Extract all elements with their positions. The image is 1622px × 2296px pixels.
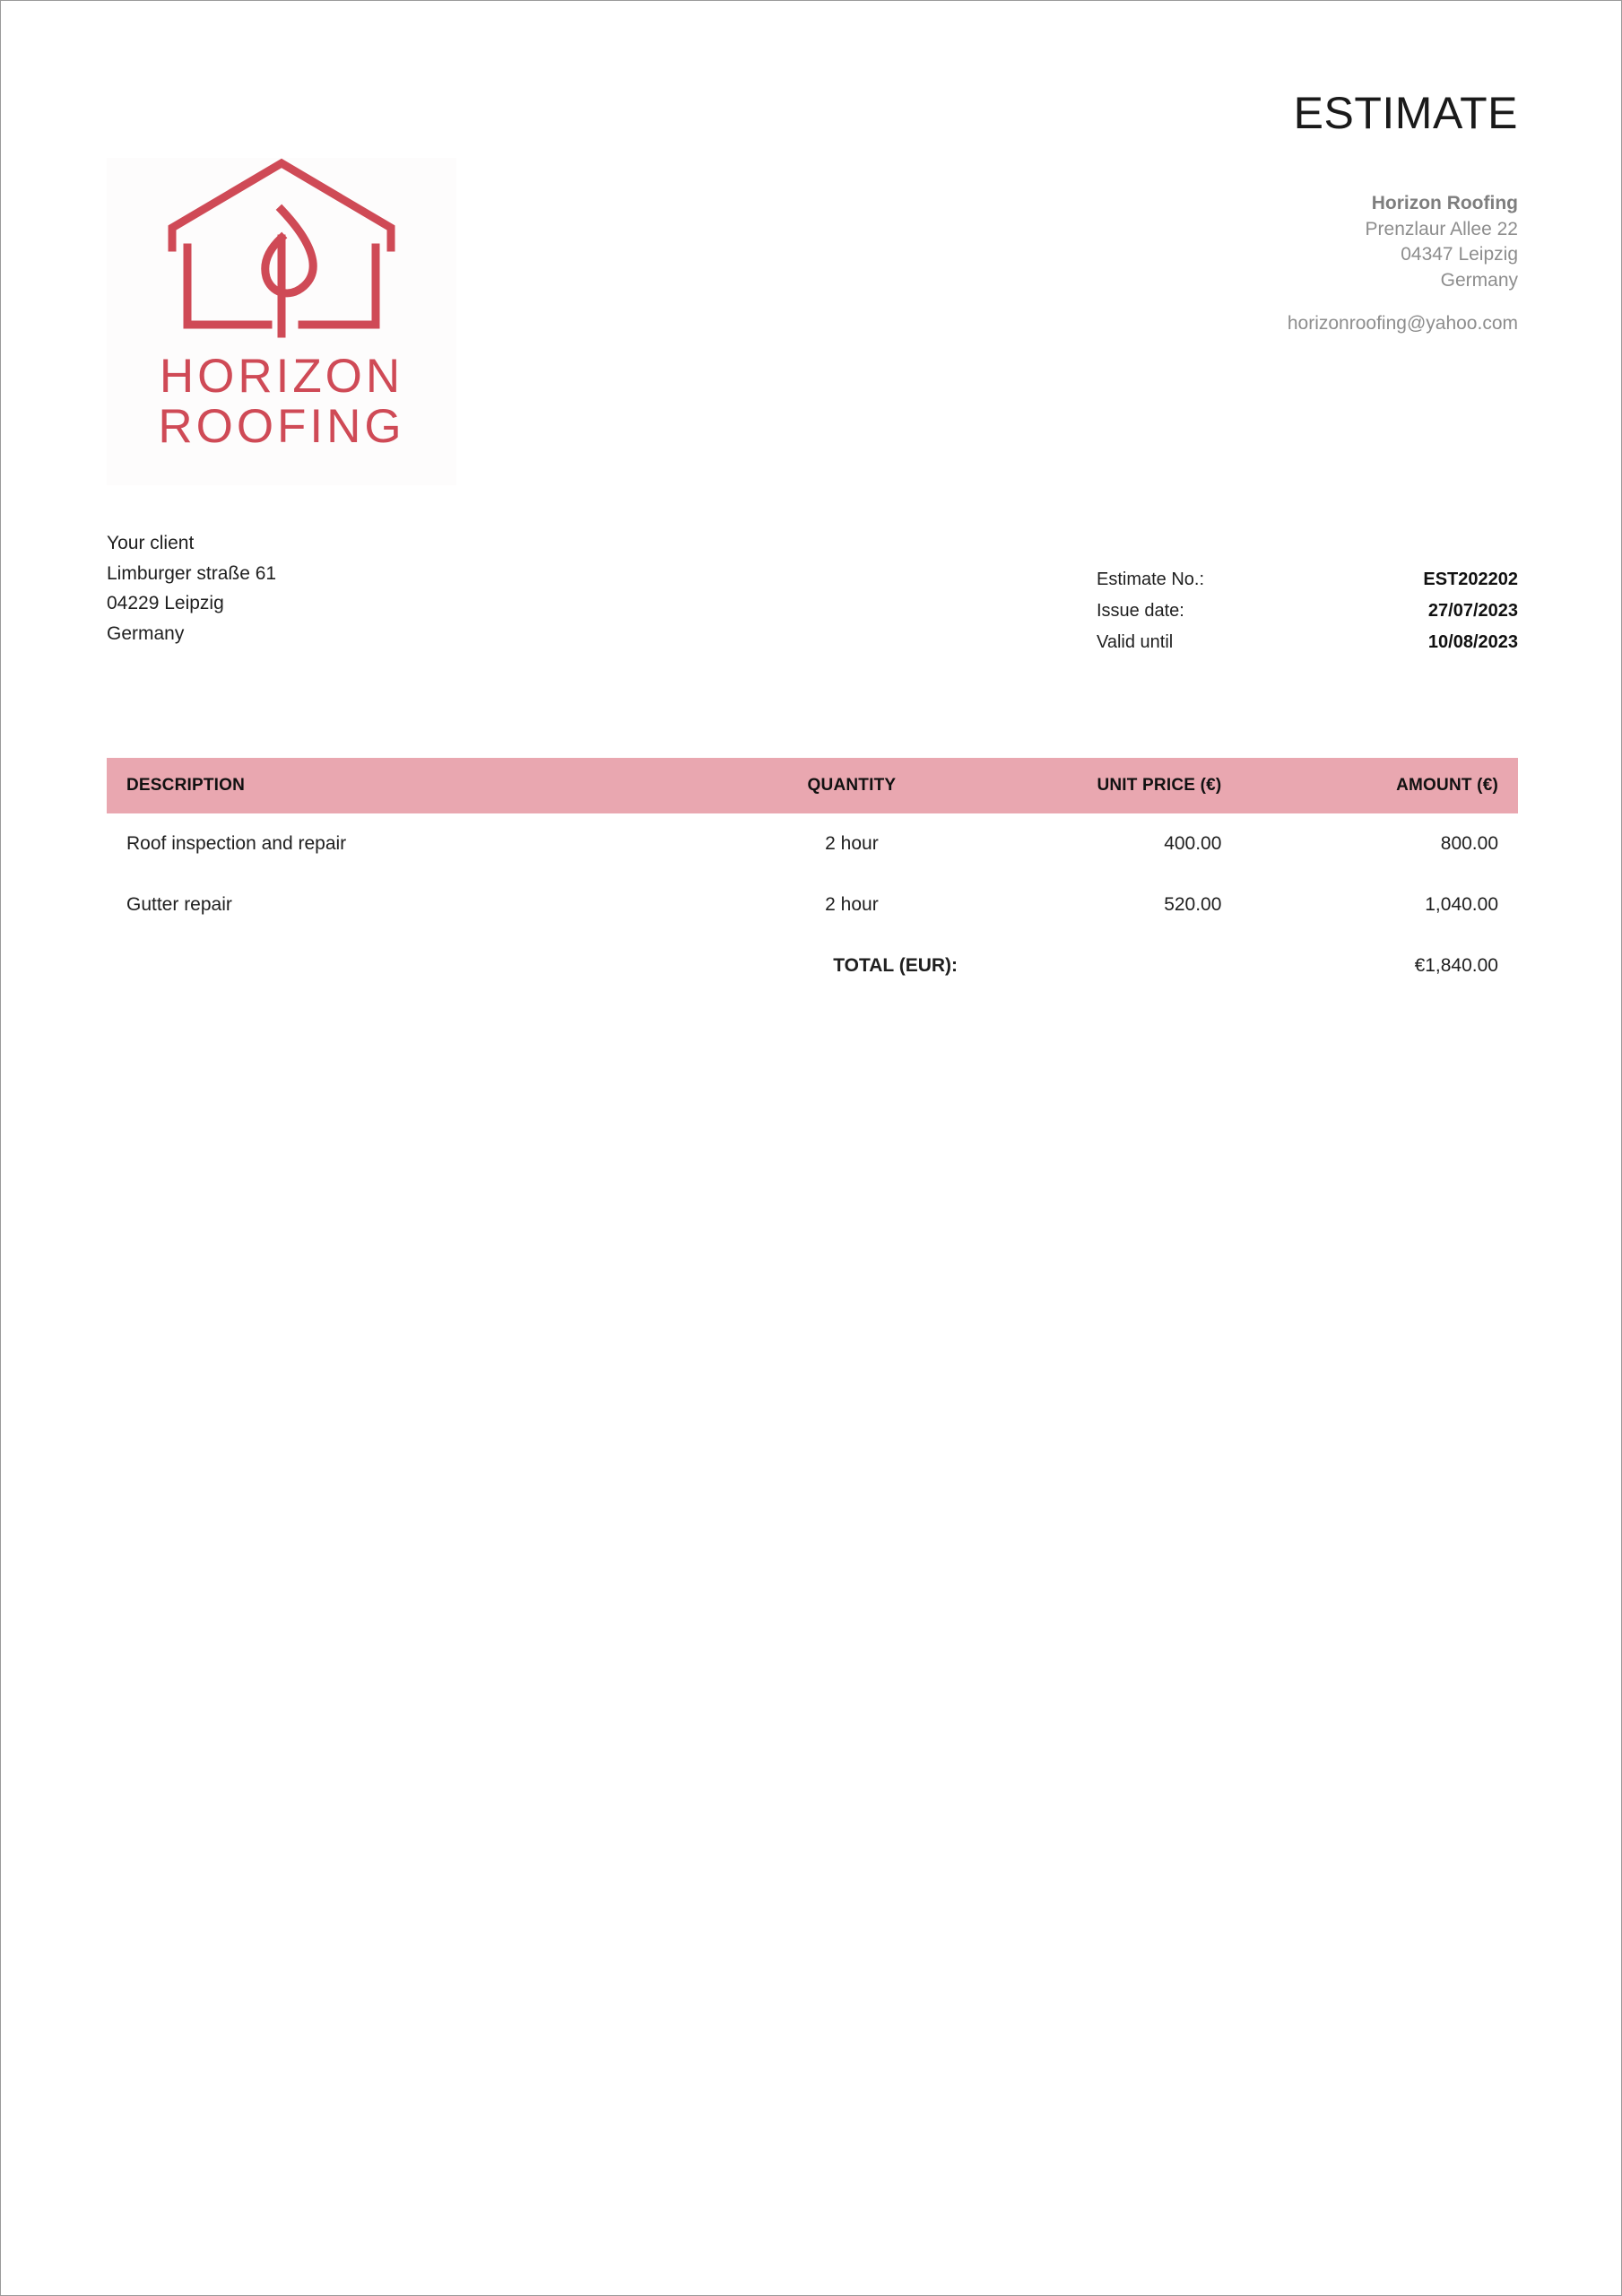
estimate-sheet [107,1,1518,2295]
estimate-meta [1097,564,1518,658]
supplier-details [1366,191,1518,293]
supplier-address-line1: Prenzlaur Allee 22 [1365,218,1518,239]
client-address-line1: Limburger straße 61 [107,562,277,584]
table-row [107,874,1518,935]
cell-quantity: 2 hour [825,894,879,915]
meta-label: Valid until [1097,632,1174,652]
house-with-leaf-icon [160,158,403,351]
company-logo [107,158,456,485]
line-items-table [107,758,1518,996]
total-label: TOTAL (EUR): [833,955,958,976]
meta-label: Issue date: [1097,601,1184,621]
cell-description: Gutter repair [126,894,232,915]
client-name: Your client [107,533,195,553]
cell-unit-price: 520.00 [1164,894,1222,915]
cell-amount: 1,040.00 [1425,894,1498,915]
cell-description: Roof inspection and repair [126,833,347,854]
logo-wordmark-line1: HORIZON [159,350,404,403]
client-address-line2: 04229 Leipzig [107,593,224,613]
total-spacer-2 [977,935,1241,996]
total-value: €1,840.00 [1414,955,1498,976]
meta-row-issue-date [1097,596,1518,627]
cell-amount: 800.00 [1440,833,1498,854]
supplier-name: Horizon Roofing [1371,193,1518,213]
column-header-amount: AMOUNT (€) [1241,758,1518,813]
column-header-quantity: QUANTITY [726,758,977,813]
client-details [107,528,276,648]
total-spacer [107,935,726,996]
meta-row-estimate-no [1097,564,1518,596]
meta-value: EST202202 [1423,570,1518,589]
meta-row-valid-until [1097,627,1518,658]
table-row [107,813,1518,874]
table-total-row [107,935,1518,996]
table-header-row [107,758,1518,813]
logo-wordmark-line2: ROOFING [158,400,405,453]
meta-value: 27/07/2023 [1427,601,1518,621]
supplier-email: horizonroofing@yahoo.com [1287,313,1518,334]
column-header-description: DESCRIPTION [107,758,726,813]
column-header-unit-price: UNIT PRICE (€) [977,758,1241,813]
supplier-country: Germany [1440,269,1518,291]
meta-value: 10/08/2023 [1427,632,1518,652]
page-title: ESTIMATE [1293,88,1518,138]
meta-label: Estimate No.: [1097,570,1205,589]
client-country: Germany [107,622,185,644]
cell-quantity: 2 hour [825,833,879,854]
cell-unit-price: 400.00 [1164,833,1222,854]
supplier-address-line2: 04347 Leipzig [1401,244,1518,265]
